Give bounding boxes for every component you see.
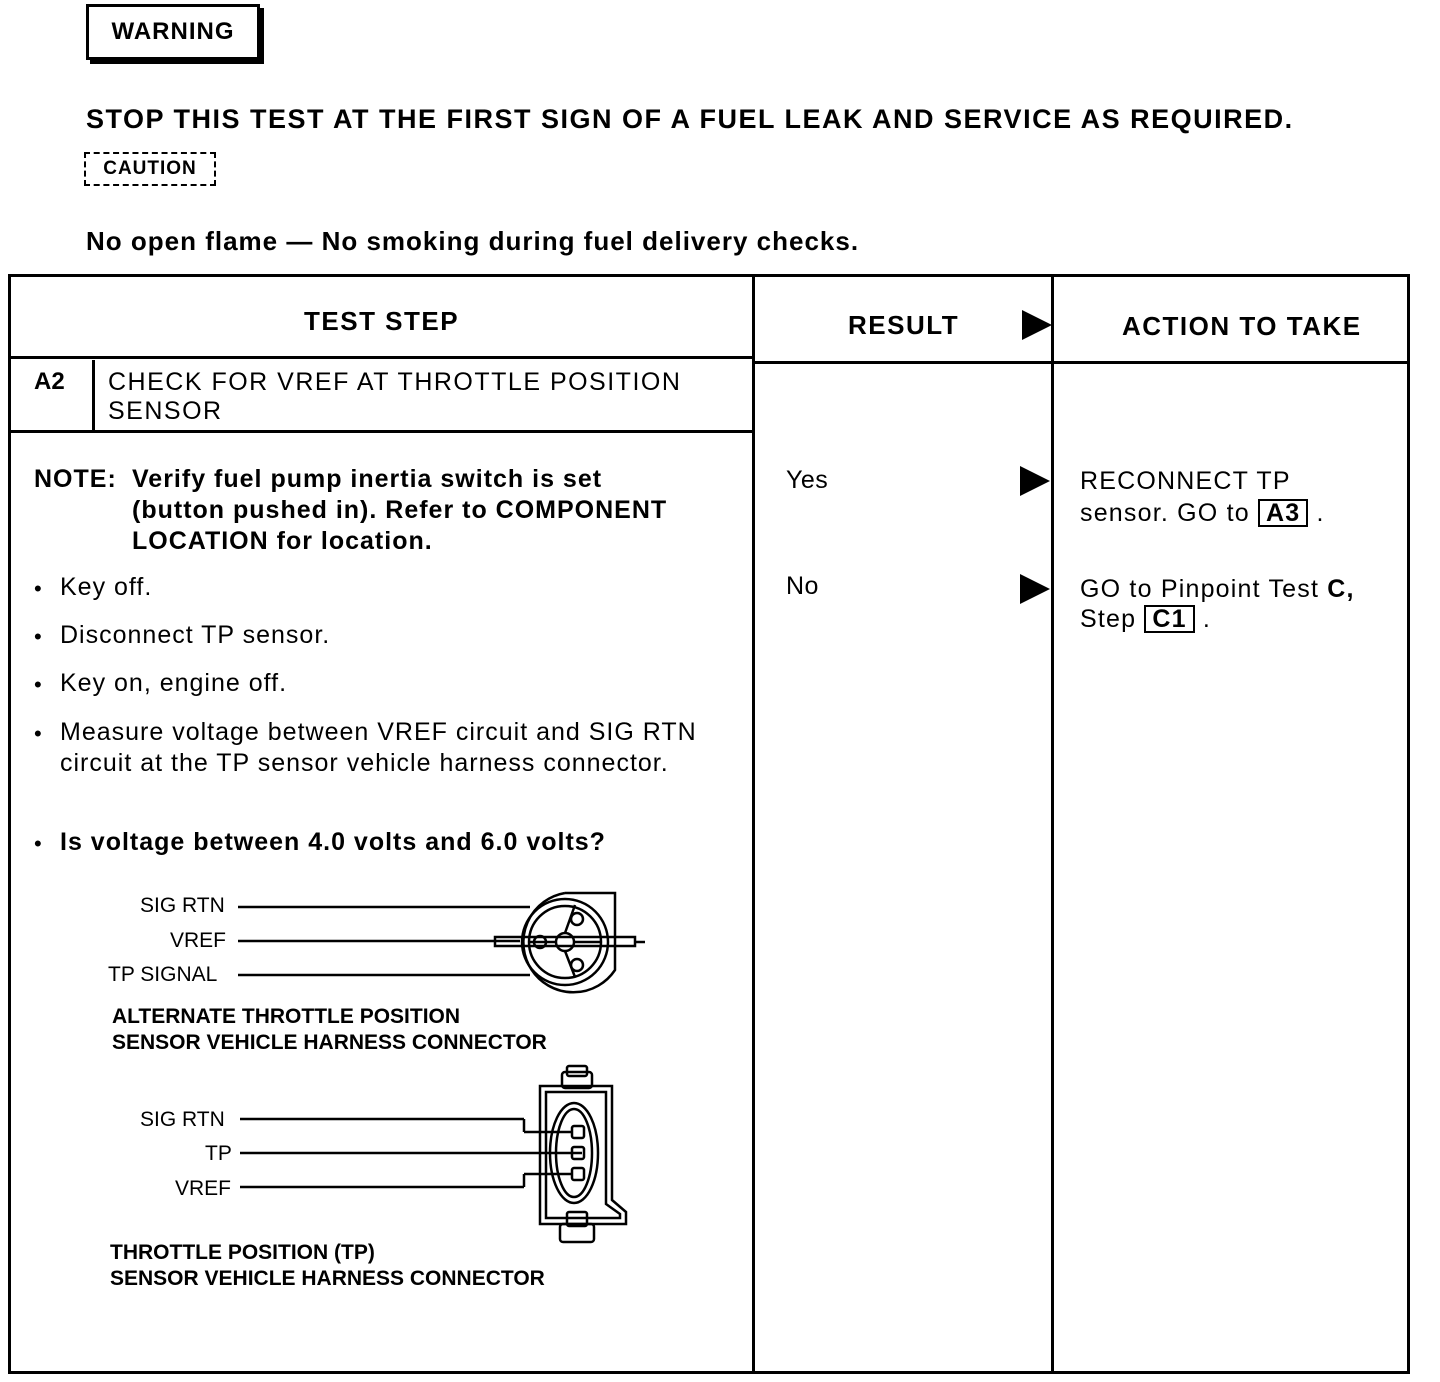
step-title-line1: CHECK FOR VREF AT THROTTLE POSITION bbox=[108, 368, 682, 396]
header-divider-right bbox=[752, 361, 1410, 364]
alt-caption-line2: SENSOR VEHICLE HARNESS CONNECTOR bbox=[112, 1031, 547, 1054]
column-divider-action bbox=[1051, 276, 1054, 1372]
action-no-test-id: C, bbox=[1327, 575, 1355, 603]
action-no-suffix: . bbox=[1202, 605, 1212, 633]
caution-text: No open flame — No smoking during fuel delivery checks. bbox=[86, 226, 860, 256]
note-line3: LOCATION for location. bbox=[132, 527, 433, 555]
bullet-item: Key on, engine off. bbox=[60, 669, 288, 697]
header-action: ACTION TO TAKE bbox=[1122, 311, 1362, 341]
header-arrow-icon bbox=[1022, 310, 1052, 340]
header-divider-left bbox=[8, 356, 755, 359]
action-yes-line2 bbox=[1080, 498, 1325, 529]
tp-connector-diagram bbox=[232, 1064, 642, 1248]
bullet-icon: • bbox=[34, 831, 42, 856]
step-title-line2: SENSOR bbox=[108, 397, 223, 425]
result-yes: Yes bbox=[786, 466, 829, 494]
step-id-divider bbox=[92, 360, 95, 432]
tp-caption-line1: THROTTLE POSITION (TP) bbox=[110, 1241, 375, 1264]
bullet-item: Disconnect TP sensor. bbox=[60, 621, 331, 649]
caution-label: CAUTION bbox=[84, 152, 216, 186]
warning-text: STOP THIS TEST AT THE FIRST SIGN OF A FUEL LEAK AND SERVICE AS REQUIRED. bbox=[86, 104, 1294, 134]
tp-pin-label: SIG RTN bbox=[140, 1108, 225, 1131]
bullet-icon: • bbox=[34, 721, 42, 746]
note-line2: (button pushed in). Refer to COMPONENT bbox=[132, 496, 668, 524]
step-id: A2 bbox=[34, 368, 65, 395]
note-label: NOTE: bbox=[34, 465, 117, 493]
result-arrow-icon bbox=[1020, 466, 1050, 496]
bullet-item: Key off. bbox=[60, 573, 153, 601]
result-no: No bbox=[786, 572, 819, 600]
diagnostic-table bbox=[8, 274, 1410, 1374]
action-no-line1 bbox=[1080, 574, 1355, 605]
alt-pin-label: VREF bbox=[170, 929, 227, 952]
step-title-divider bbox=[8, 430, 755, 433]
action-yes-text: sensor. GO to bbox=[1080, 499, 1250, 527]
action-no-line2 bbox=[1080, 604, 1211, 635]
tp-pin-label: TP bbox=[205, 1142, 232, 1165]
action-yes-suffix: . bbox=[1316, 499, 1325, 527]
action-yes-line1: RECONNECT TP bbox=[1080, 467, 1291, 495]
alt-pin-label: TP SIGNAL bbox=[108, 963, 218, 986]
step-ref-c1[interactable]: C1 bbox=[1144, 605, 1194, 633]
action-no-text: GO to Pinpoint Test bbox=[1080, 575, 1320, 603]
bullet-item: Measure voltage between VREF circuit and SIG RTN circuit at the TP sensor vehicle harness connector. bbox=[60, 718, 697, 777]
column-divider-result bbox=[752, 276, 755, 1372]
bullet-icon: • bbox=[34, 672, 42, 697]
result-arrow-icon bbox=[1020, 574, 1050, 604]
note-line1: Verify fuel pump inertia switch is set bbox=[132, 465, 603, 493]
tp-caption-line2: SENSOR VEHICLE HARNESS CONNECTOR bbox=[110, 1267, 545, 1290]
bullet-icon: • bbox=[34, 576, 42, 601]
alternate-connector-diagram bbox=[230, 885, 660, 995]
warning-label: WARNING bbox=[86, 4, 260, 60]
alt-pin-label: SIG RTN bbox=[140, 894, 225, 917]
step-ref-a3[interactable]: A3 bbox=[1258, 499, 1308, 527]
header-test-step: TEST STEP bbox=[304, 306, 460, 336]
action-no-step-text: Step bbox=[1080, 605, 1137, 633]
bullet-question: Is voltage between 4.0 volts and 6.0 volts? bbox=[60, 828, 606, 856]
header-result: RESULT bbox=[848, 310, 960, 340]
tp-pin-label: VREF bbox=[175, 1177, 232, 1200]
bullet-icon: • bbox=[34, 624, 42, 649]
alt-caption-line1: ALTERNATE THROTTLE POSITION bbox=[112, 1005, 461, 1028]
